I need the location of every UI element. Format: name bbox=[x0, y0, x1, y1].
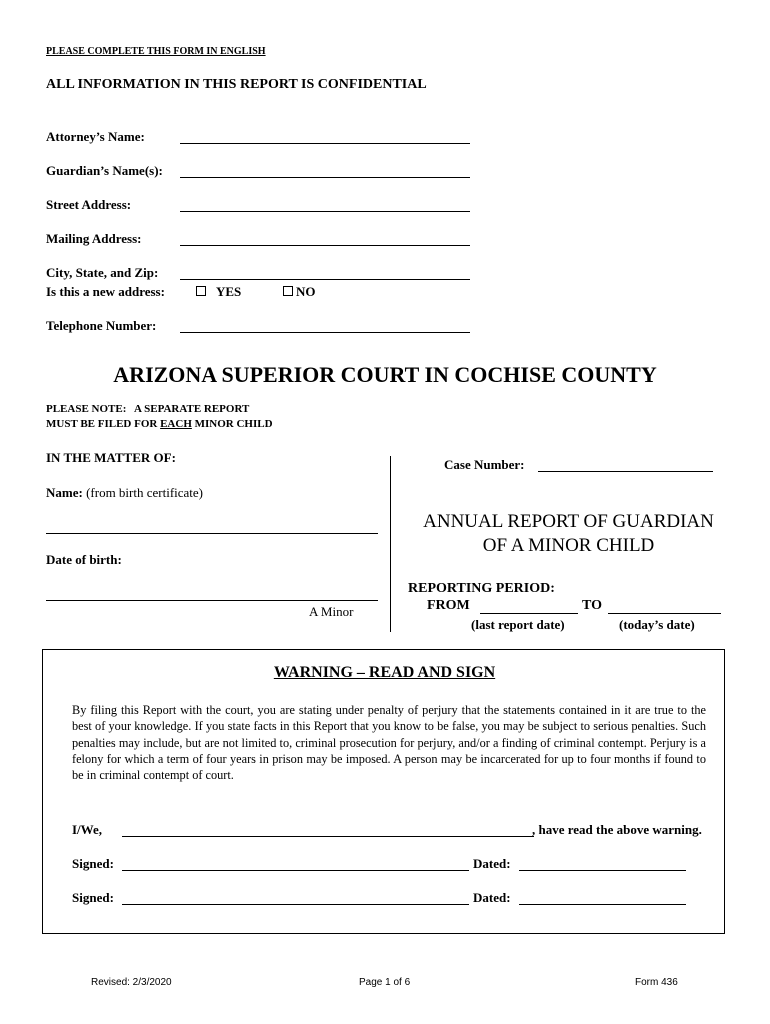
to-date-field[interactable] bbox=[608, 613, 721, 614]
mailing-address-label: Mailing Address: bbox=[46, 231, 142, 246]
name-label-row bbox=[46, 485, 203, 501]
attorney-name-field[interactable] bbox=[180, 143, 470, 144]
court-title: ARIZONA SUPERIOR COURT IN COCHISE COUNTY bbox=[113, 362, 657, 387]
in-the-matter-label: IN THE MATTER OF: bbox=[46, 450, 176, 465]
warning-text: By filing this Report with the court, you are stating under penalty of perjury that the statements contained in it are true to the best of your knowledge. If you state facts in this Report that you know to be false, you may be subject to serious penalties. Such penalties may include, but are not limited to, criminal prosecution for perjury, and/or a finding of criminal contempt. Perjury is a felony for which a term of four years in prison may be imposed. A person may be incarcerated for up to four months if found to be in criminal contempt of court. bbox=[72, 703, 706, 783]
signed-label-2: Signed: bbox=[72, 890, 114, 905]
from-label: FROM bbox=[427, 598, 470, 613]
attorney-name-label: Attorney’s Name: bbox=[46, 129, 145, 144]
separate-report-note-line2 bbox=[46, 418, 273, 430]
case-number-label: Case Number: bbox=[444, 457, 525, 472]
form-number: Form 436 bbox=[635, 977, 678, 988]
case-number-field[interactable] bbox=[538, 471, 713, 472]
guardian-name-label: Guardian’s Name(s): bbox=[46, 163, 163, 178]
telephone-label: Telephone Number: bbox=[46, 318, 157, 333]
new-address-label: Is this a new address: bbox=[46, 284, 165, 299]
date-of-birth-label: Date of birth: bbox=[46, 552, 122, 567]
report-title bbox=[396, 510, 741, 558]
dated-label-2: Dated: bbox=[473, 890, 511, 905]
separate-report-note-line1: PLEASE NOTE: A SEPARATE REPORT bbox=[46, 403, 250, 415]
yes-label: YES bbox=[216, 284, 242, 299]
form-instruction: PLEASE COMPLETE THIS FORM IN ENGLISH bbox=[46, 46, 266, 57]
last-report-date-label: (last report date) bbox=[471, 617, 565, 632]
city-state-zip-label: City, State, and Zip: bbox=[46, 265, 159, 280]
yes-checkbox[interactable] bbox=[196, 286, 206, 296]
iwe-label: I/We, bbox=[72, 822, 102, 837]
minor-name-field[interactable] bbox=[46, 533, 378, 534]
name-label: Name: bbox=[46, 485, 83, 500]
dated-label-1: Dated: bbox=[473, 856, 511, 871]
page-number: Page 1 of 6 bbox=[359, 977, 411, 988]
from-date-field[interactable] bbox=[480, 613, 578, 614]
warning-title: WARNING – READ AND SIGN bbox=[273, 664, 496, 681]
note-emphasis: EACH bbox=[160, 418, 192, 430]
no-option[interactable] bbox=[283, 284, 316, 300]
revised-date: Revised: 2/3/2020 bbox=[91, 977, 172, 988]
date-of-birth-field[interactable] bbox=[46, 600, 378, 601]
warning-box bbox=[42, 649, 725, 934]
iwe-name-field[interactable] bbox=[122, 836, 534, 837]
signature-field-1[interactable] bbox=[122, 870, 469, 871]
signed-label-1: Signed: bbox=[72, 856, 114, 871]
telephone-field[interactable] bbox=[180, 332, 470, 333]
column-divider bbox=[390, 456, 391, 632]
mailing-address-field[interactable] bbox=[180, 245, 470, 246]
note-text-end: MINOR CHILD bbox=[191, 418, 273, 430]
a-minor-label: A Minor bbox=[309, 604, 354, 619]
to-label: TO bbox=[582, 598, 602, 613]
guardian-name-field[interactable] bbox=[180, 177, 470, 178]
city-state-zip-field[interactable] bbox=[180, 279, 470, 280]
report-title-line2: OF A MINOR CHILD bbox=[482, 535, 655, 556]
dated-field-1[interactable] bbox=[519, 870, 686, 871]
street-address-field[interactable] bbox=[180, 211, 470, 212]
have-read-label: , have read the above warning. bbox=[532, 822, 702, 837]
note-text: MUST BE FILED FOR bbox=[46, 418, 161, 430]
no-label: NO bbox=[296, 284, 316, 299]
todays-date-label: (today’s date) bbox=[619, 617, 695, 632]
street-address-label: Street Address: bbox=[46, 197, 132, 212]
no-checkbox[interactable] bbox=[283, 286, 293, 296]
report-title-line1: ANNUAL REPORT OF GUARDIAN bbox=[423, 511, 714, 532]
name-hint: (from birth certificate) bbox=[86, 485, 204, 500]
confidential-notice: ALL INFORMATION IN THIS REPORT IS CONFIDENTIAL bbox=[46, 77, 427, 92]
reporting-period-label: REPORTING PERIOD: bbox=[408, 581, 555, 596]
yes-option[interactable] bbox=[196, 284, 241, 300]
signature-field-2[interactable] bbox=[122, 904, 469, 905]
dated-field-2[interactable] bbox=[519, 904, 686, 905]
